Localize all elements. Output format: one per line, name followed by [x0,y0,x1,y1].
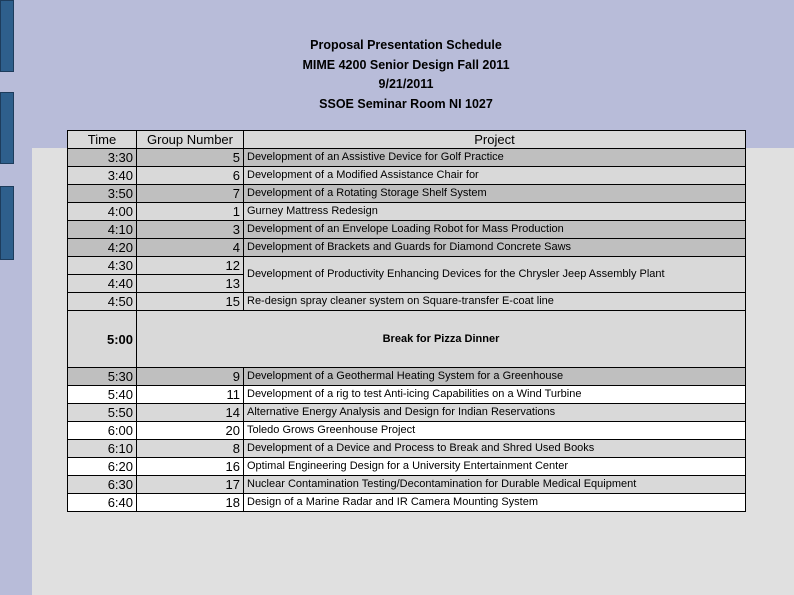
table-row: 6:10 8 Development of a Device and Process to Break and Shred Used Books [68,440,746,458]
table-row: 5:40 11 Development of a rig to test Anti-icing Capabilities on a Wind Turbine [68,386,746,404]
table-row: 6:30 17 Nuclear Contamination Testing/Decontamination for Durable Medical Equipment [68,476,746,494]
slide-tab-3 [0,186,14,260]
title-line-1: Proposal Presentation Schedule [310,38,502,52]
header-project: Project [244,131,746,149]
slide-tab-1 [0,0,14,72]
table-row: 4:50 15 Re-design spray cleaner system on Square-transfer E-coat line [68,293,746,311]
table-row: 4:10 3 Development of an Envelope Loading Robot for Mass Production [68,221,746,239]
header-time: Time [68,131,137,149]
title-line-4: SSOE Seminar Room NI 1027 [319,96,493,111]
table-row: 3:50 7 Development of a Rotating Storage Shelf System [68,185,746,203]
break-row: 5:00 Break for Pizza Dinner [68,311,746,368]
table-row: 3:40 6 Development of a Modified Assistance Chair for [68,167,746,185]
table-row: 3:30 5 Development of an Assistive Device for Golf Practice [68,149,746,167]
table-row: 5:50 14 Alternative Energy Analysis and Design for Indian Reservations [68,404,746,422]
table-row: 4:30 12 Development of Productivity Enhancing Devices for the Chrysler Jeep Assembly Plant [68,257,746,275]
table-row: 5:30 9 Development of a Geothermal Heating System for a Greenhouse [68,368,746,386]
table-header-row [68,131,746,149]
table-row: 4:20 4 Development of Brackets and Guards for Diamond Concrete Saws [68,239,746,257]
table-row: 4:40 13 [68,275,746,293]
schedule-table [67,130,746,512]
slide-tab-2 [0,92,14,164]
table-row: 4:00 1 Gurney Mattress Redesign [68,203,746,221]
table-row: 6:00 20 Toledo Grows Greenhouse Project [68,422,746,440]
header-group: Group Number [137,131,244,149]
table-row: 6:40 18 Design of a Marine Radar and IR Camera Mounting System [68,494,746,512]
title-line-2: MIME 4200 Senior Design Fall 2011 [302,57,510,72]
title-line-3: 9/21/2011 [378,77,434,91]
break-label: Break for Pizza Dinner [137,311,746,368]
schedule-title [210,36,602,114]
table-row: 6:20 16 Optimal Engineering Design for a University Entertainment Center [68,458,746,476]
